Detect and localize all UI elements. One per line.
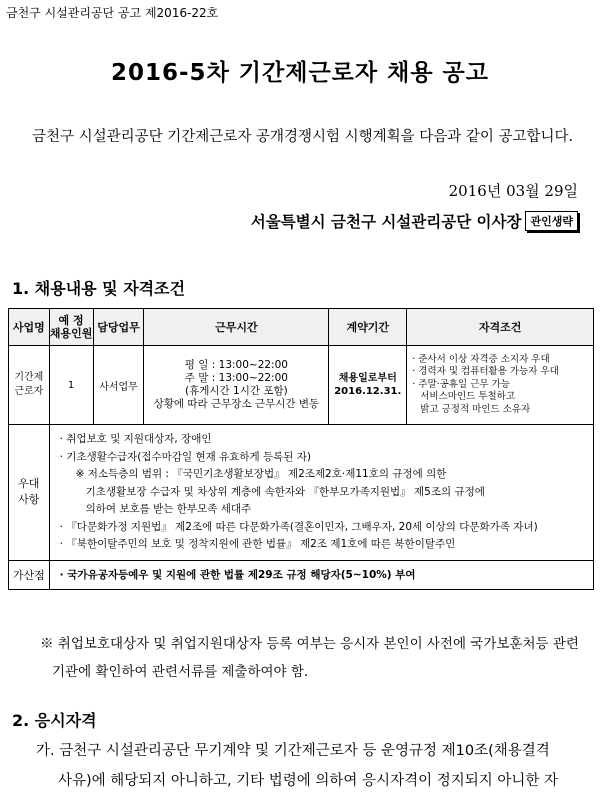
eligibility-item [36,736,596,796]
bonus-row [9,560,594,589]
count-cell: 1 [49,346,93,425]
section1-heading: 1. 채용내용 및 자격조건 [12,279,186,298]
qualification-item: 밝고 긍정적 마인드 소유자 [420,403,531,415]
official-seal: 관인생략 [525,211,578,231]
note-text: ※ 취업보호대상자 및 취업지원대상자 등록 여부는 응시자 본인이 사전에 국가보훈처등 관련기관에 확인하여 관련서류를 제출하여야 함. [40,636,579,680]
col-qualifications: 자격조건 [407,309,594,346]
preference-label: 우대 사항 [9,425,50,561]
intro-text: 금천구 시설관리공단 기간제근로자 공개경쟁시험 시행계획을 다음과 같이 공고합니다. [32,129,574,145]
bonus-label: 가산점 [9,560,50,589]
preference-item: 의하여 보호를 받는 한부모족 세대주 [85,503,252,515]
notice-note [38,630,586,686]
preference-item: · 기초생활수급자(접수마감일 현재 유효하게 등록된 자) [59,450,311,463]
col-hours: 근무시간 [144,309,329,346]
preference-item: 기초생활보장 수급자 및 차상위 계층에 속한자와 『한부모가족지원법』 제5조의 규정에 [85,485,485,498]
page-title: 2016-5차 기간제근로자 채용 공고 [111,60,489,86]
table-row [9,346,594,425]
qualification-item: · 경력자 및 컴퓨터활용 가능자 우대 [412,366,559,378]
issuer [251,210,578,232]
project-cell: 기간제 근로자 [9,346,50,425]
bonus-text: · 국가유공자등예우 및 지원에 관한 법률 제29조 규정 해당자(5~10%) 부여 [49,560,593,589]
table-header-row [9,309,594,346]
preference-item: · 『북한이탈주민의 보호 및 정착지원에 관한 법률』 제2조 제1호에 따른 북한이탈주민 [59,538,456,550]
contract-cell: 채용일로부터 2016.12.31. [329,346,407,425]
qualification-item: 서비스마인드 투철하고 [420,391,516,403]
qualification-item: · 주말·공휴일 근무 가능 [412,378,510,390]
eligibility-line: 가. 금천구 시설관리공단 무기계약 및 기간제근로자 등 운영규정 제10조(채용결격 [36,743,550,759]
col-project: 사업명 [9,309,50,346]
hours-weekday: 평 일 : 13:00~22:00 [184,359,288,371]
hours-weekend: 주 말 : 13:00~22:00 [184,372,288,384]
eligibility-line: 사유)에 해당되지 아니하고, 기타 법령에 의하여 응시자격이 정지되지 아니한 자 [58,773,558,789]
preference-list [49,425,593,561]
preference-row [9,425,594,561]
col-count: 예 정 채용인원 [49,309,93,346]
hours-break: (휴게시간 1시간 포함) [185,385,288,397]
hours-cell [144,346,329,425]
preference-item: ※ 저소득층의 범위 : 『국민기초생활보장법』 제2조제2호·제11호의 규정에 의한 [75,468,447,480]
announcement-date: 2016년 03월 29일 [448,182,578,200]
qualification-item: · 준사서 이상 자격증 소지자 우대 [412,353,550,365]
preference-item: · 『다문화가정 지원법』 제2조에 따른 다문화가족(결혼이민자, 그배우자, 20세 이상의 다문화가족 자녀) [59,520,538,533]
preference-item: · 취업보호 및 지원대상자, 장애인 [59,433,212,445]
notice-number: 금천구 시설관리공단 공고 제2016-22호 [6,6,219,20]
qualifications-cell [407,346,594,425]
duty-cell: 사서업무 [93,346,144,425]
issuer-name: 서울특별시 금천구 시설관리공단 이사장 [250,213,522,231]
recruitment-table [8,308,594,590]
section2-heading: 2. 응시자격 [12,711,97,730]
hours-note: 상황에 따라 근무장소 근무시간 변동 [153,398,320,410]
col-duty: 담당업무 [93,309,144,346]
col-contract: 계약기간 [329,309,407,346]
intro-paragraph [12,124,582,151]
